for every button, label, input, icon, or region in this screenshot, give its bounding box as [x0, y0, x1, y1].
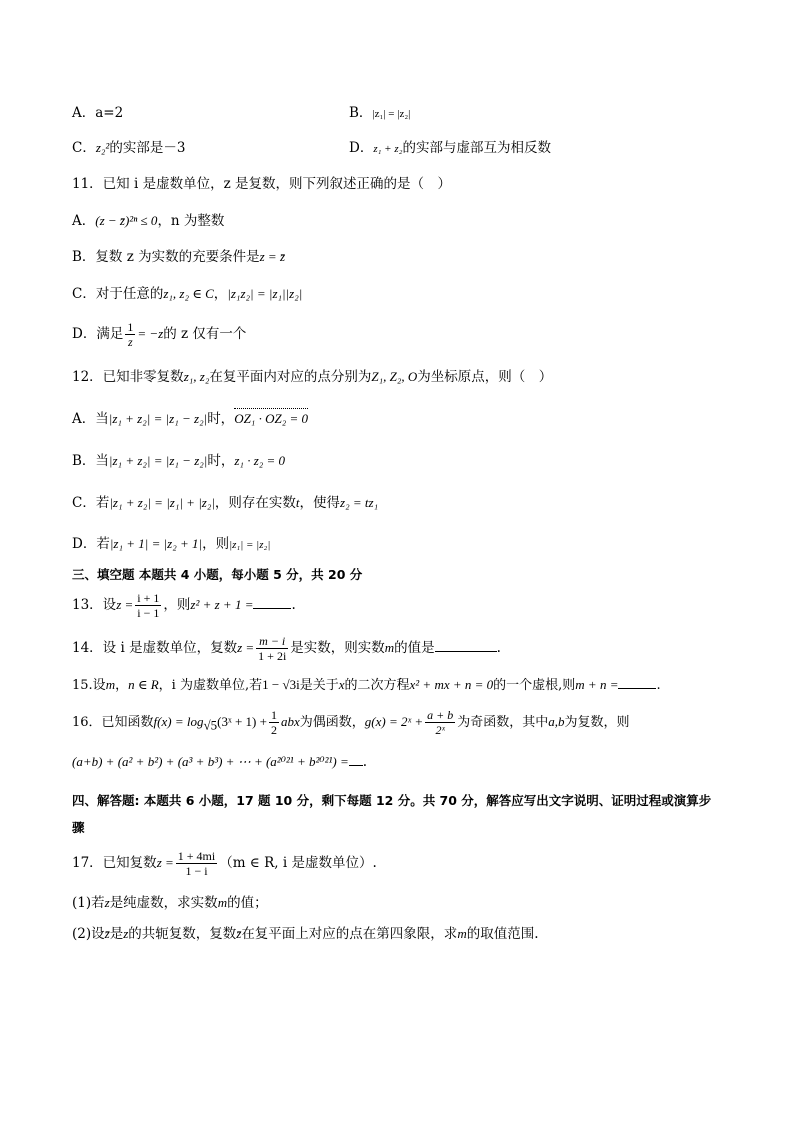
- q16-mid2: 为奇函数，其中: [457, 715, 549, 730]
- q12-stem-math1: z₁, z₂: [183, 369, 210, 384]
- q11-stem: 11．已知 i 是虚数单位，z 是复数，则下列叙述正确的是（ ）: [72, 176, 451, 192]
- q15-x: x: [338, 677, 345, 692]
- q15-equation: x² + mx + n = 0: [409, 677, 494, 692]
- q14-z-eq: z =: [237, 640, 255, 655]
- q15-sum: m + n =: [575, 677, 619, 692]
- q16-half-fraction: [269, 708, 279, 737]
- q14-end: .: [496, 640, 501, 656]
- q15-sep: ，: [115, 678, 129, 693]
- q14-mid: 是实数，则实数: [290, 640, 385, 656]
- q11-option-d-suffix: 的 z 仅有一个: [163, 326, 247, 342]
- q12-option-b-math1: |z₁ + z₂| = |z₁ − z₂|: [108, 453, 208, 468]
- q16-line2: [72, 752, 367, 772]
- q17-part2-zbar: z̄: [104, 926, 110, 941]
- q17-numerator: 1 + 4mi: [177, 849, 216, 863]
- q17-part2-mid1: 是: [109, 926, 124, 942]
- q16-f-arg: (3ˣ + 1) +: [217, 714, 267, 729]
- q10-option-b-label: B．: [349, 105, 373, 121]
- q13-prefix: 13．设: [72, 597, 117, 613]
- q10-option-c: [72, 138, 185, 158]
- q12-option-d: [72, 534, 270, 555]
- q16-half-denominator: 2: [270, 723, 277, 737]
- q17-fraction: [176, 849, 217, 878]
- q16-log-base: √5: [203, 717, 218, 733]
- q12-option-b-label: B．当: [72, 453, 109, 469]
- q11-option-c-math1: z₁, z₂ ∈ C: [163, 286, 214, 301]
- q16-f-def: f(x) = log: [153, 714, 204, 729]
- q16-series: (a+b) + (a² + b²) + (a³ + b³) + ⋯ + (a²⁰²¹ + b²⁰²¹) =: [72, 754, 349, 769]
- q17-part2-suffix: 的取值范围.: [466, 926, 539, 942]
- q15-prefix: 15.设: [72, 678, 106, 693]
- q11-option-d-math: = −z: [137, 326, 164, 341]
- q12-option-c-mid: ，则存在实数: [214, 495, 296, 511]
- q16-g-numerator: a + b: [427, 708, 454, 722]
- q17-part1-m: m: [217, 895, 228, 910]
- q10-option-d-text: 的实部与虚部互为相反数: [402, 140, 551, 156]
- q12-option-c: [72, 493, 378, 513]
- q16-answer-blank[interactable]: [349, 765, 363, 766]
- q13-numerator: i + 1: [137, 591, 160, 605]
- q10-option-c-label: C．: [72, 140, 96, 156]
- q17-part2-prefix: (2)设: [72, 926, 105, 942]
- q17-part2-m: m: [457, 926, 467, 941]
- q17-paren: （m ∈ R, i 是虚数单位）.: [219, 855, 377, 871]
- q12-option-d-math1: |z₁ + 1| = |z₂ + 1|: [109, 536, 203, 551]
- q13-math: z² + z + 1 =: [190, 597, 254, 612]
- q13-mid: ，则: [163, 597, 191, 613]
- q10-option-a-text: A．a=2: [72, 105, 124, 121]
- q12-option-c-t: t: [295, 495, 300, 510]
- q13-end: .: [291, 597, 296, 613]
- q16-g-def: g(x) = 2ˣ +: [364, 714, 424, 729]
- q12-option-a-label: A．当: [72, 411, 109, 427]
- q12-option-a: [72, 409, 308, 429]
- q12-option-a-math2: OZ₁ · OZ₂ = 0: [234, 409, 308, 429]
- q16-g-denominator: 2ˣ: [435, 723, 445, 737]
- q11-option-a-text: ，n 为整数: [157, 213, 225, 229]
- q16-g-fraction: [425, 708, 455, 737]
- q15-mid1: ，i 为虚数单位,若: [158, 678, 263, 693]
- q12-option-c-label: C．若: [72, 495, 110, 511]
- q15-end: .: [656, 678, 661, 693]
- q11-option-a-math: (z − z̄)²ⁿ ≤ 0: [95, 213, 158, 228]
- q10-option-b: [349, 103, 410, 124]
- q17-denominator: 1 − i: [185, 864, 208, 878]
- q15-mid3: 的二次方程: [344, 678, 410, 693]
- q11-option-a: [72, 211, 224, 231]
- q12-option-a-math1: |z₁ + z₂| = |z₁ − z₂|: [108, 411, 208, 426]
- q12-option-c-math1: |z₁ + z₂| = |z₁| + |z₂|: [109, 495, 215, 510]
- q11-option-d: [72, 320, 246, 349]
- q11-option-d-text: D．满足: [72, 326, 124, 342]
- q12-stem-mid: 在复平面内对应的点分别为: [209, 369, 372, 385]
- q17-part2: [72, 924, 539, 944]
- q17-part1-z: z: [104, 895, 110, 910]
- q11-option-c-sep: ，: [213, 286, 228, 302]
- q17-prefix: 17．已知复数: [72, 855, 157, 871]
- q12-stem: [72, 367, 552, 387]
- section-4-heading-line1: 四、解答题: 本题共 6 小题，17 题 10 分，剩下每题 12 分。共 70 分，解答应写出文字说明、证明过程或演算步: [72, 793, 712, 808]
- q15-mid4: 的一个虚根,则: [493, 678, 576, 693]
- q16-abx: abx: [280, 714, 300, 729]
- q11-option-d-numerator: 1: [127, 320, 134, 334]
- q10-option-b-math: |z₁| = |z₂|: [372, 108, 411, 120]
- q11-option-d-denominator: z: [127, 335, 133, 349]
- q14-fraction: [256, 634, 288, 663]
- q11-option-b-text: B．复数 z 为实数的充要条件是: [72, 249, 260, 265]
- q12-option-c-math2: z₂ = tz₁: [340, 495, 379, 510]
- q14-suffix: 的值是: [394, 640, 435, 656]
- q10-option-c-math: z₂²: [95, 140, 110, 155]
- q17-part2-mid3: 在复平面上对应的点在第四象限，求: [241, 926, 458, 942]
- q10-option-d: [349, 138, 551, 159]
- q15-answer-blank[interactable]: [618, 688, 656, 689]
- q17-part1: [72, 893, 268, 913]
- q13-denominator: i − 1: [137, 606, 160, 620]
- q17-part1-mid: 是纯虚数，求实数: [109, 895, 218, 911]
- q17-part1-prefix: (1)若: [72, 895, 105, 911]
- q12-option-b: [72, 451, 285, 471]
- q12-option-a-mid: 时，: [207, 411, 235, 427]
- q14-prefix: 14．设 i 是虚数单位，复数: [72, 640, 238, 656]
- q17-part2-mid2: 的共轭复数，复数: [128, 926, 237, 942]
- section-3-heading: 三、填空题 本题共 4 小题，每小题 5 分，共 20 分: [72, 567, 363, 582]
- q17-part2-zbar2: z̄: [236, 926, 242, 941]
- q10-option-a: [72, 103, 123, 123]
- section-4-heading-line2: 骤: [72, 820, 85, 835]
- q16-end: .: [362, 754, 368, 770]
- q16-prefix: 16．已知函数: [72, 715, 154, 730]
- q11-option-c-math2: |z₁z₂| = |z₁||z₂|: [227, 286, 303, 301]
- q12-option-d-mid: ，则: [202, 536, 230, 552]
- q12-option-d-label: D．若: [72, 536, 110, 552]
- q12-stem-math2: Z₁, Z₂, O: [371, 369, 418, 384]
- q13-z-eq: z =: [116, 597, 134, 612]
- q16-mid1: 为偶函数，: [299, 715, 365, 730]
- q10-option-d-label: D．: [349, 140, 374, 156]
- q11-option-b-math: z = z̄: [259, 249, 286, 264]
- q13-answer-blank[interactable]: [253, 608, 291, 609]
- q12-stem-suffix: 为坐标原点，则（ ）: [417, 369, 553, 385]
- q14-numerator: m − i: [256, 634, 288, 649]
- q16-ab: a,b: [548, 714, 565, 729]
- q15: [72, 675, 661, 696]
- q13-fraction: [135, 591, 161, 620]
- q17-stem: [72, 848, 377, 878]
- q16-suffix: 为复数，则: [564, 715, 630, 730]
- q11-option-d-fraction: [125, 320, 135, 349]
- q11-option-c-text: C．对于任意的: [72, 286, 164, 302]
- q17-part1-suffix: 的值；: [227, 895, 268, 911]
- q14-m: m: [384, 640, 395, 655]
- q13: [72, 590, 296, 620]
- q15-m: m: [105, 677, 116, 692]
- q17-part2-z: z: [123, 926, 129, 941]
- q14-answer-blank[interactable]: [435, 651, 497, 652]
- q16-half-numerator: 1: [270, 708, 277, 722]
- q12-option-c-mid2: ，使得: [299, 495, 341, 511]
- q12-option-b-mid: 时，: [207, 453, 235, 469]
- q12-option-d-math2: |z₁| = |z₂|: [229, 539, 271, 551]
- q11-option-c: [72, 284, 302, 304]
- q10-option-d-math: z₁ + z₂: [373, 143, 403, 155]
- q11-option-b: [72, 247, 285, 267]
- q11-option-a-label: A．: [72, 213, 96, 229]
- q10-option-c-text: 的实部是－3: [109, 140, 186, 156]
- q15-n-in-r: n ∈ R: [128, 677, 159, 692]
- q17-z-eq: z =: [156, 855, 174, 870]
- q15-root: 1 − √3i: [262, 677, 300, 692]
- q16-line1: [72, 707, 630, 741]
- q14-denominator: 1 + 2i: [258, 649, 287, 663]
- q14: [72, 633, 501, 663]
- q15-mid2: 是关于: [299, 678, 339, 693]
- q12-option-b-math2: z₁ · z₂ = 0: [234, 453, 286, 468]
- q12-stem-prefix: 12．已知非零复数: [72, 369, 184, 385]
